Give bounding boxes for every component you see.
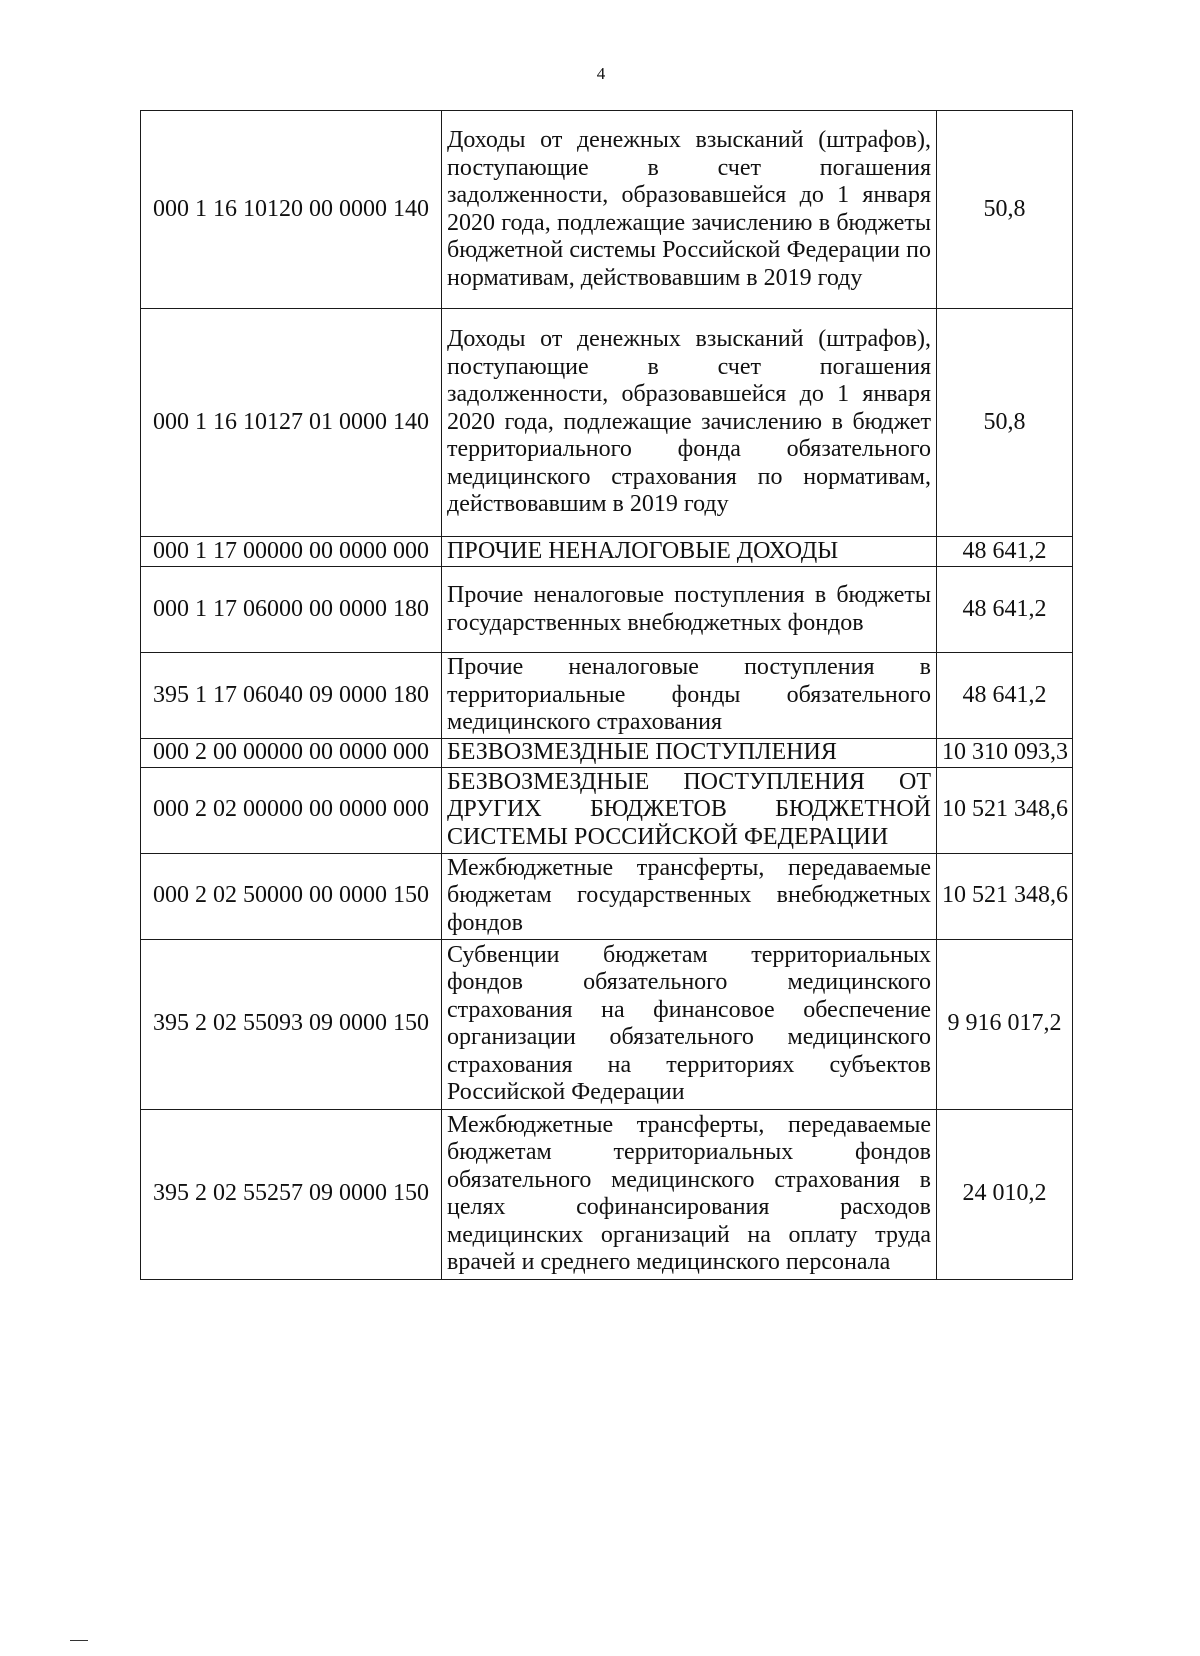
row-amount: 48 641,2 bbox=[937, 567, 1073, 653]
table-row bbox=[141, 111, 1073, 309]
page-number: 4 bbox=[596, 64, 606, 83]
row-amount: 48 641,2 bbox=[937, 537, 1073, 567]
table-row bbox=[141, 739, 1073, 768]
table-row bbox=[141, 567, 1073, 653]
budget-revenue-table bbox=[140, 110, 1073, 1280]
row-amount: 9 916 017,2 bbox=[937, 939, 1073, 1109]
row-code: 000 1 16 10120 00 0000 140 bbox=[141, 111, 442, 309]
scan-mark bbox=[70, 1640, 88, 1641]
row-code: 000 2 02 00000 00 0000 000 bbox=[141, 767, 442, 853]
row-name: Доходы от денежных взысканий (штрафов), поступающие в счет погашения задолженности, образовавшейся до 1 января 2020 года, подлежащие зачислению в бюджет территориального фонда обязательного медицинского страхования по нормативам, действовавшим в 2019 году bbox=[442, 309, 937, 537]
row-code: 000 2 02 50000 00 0000 150 bbox=[141, 853, 442, 939]
table-row bbox=[141, 309, 1073, 537]
row-name: ПРОЧИЕ НЕНАЛОГОВЫЕ ДОХОДЫ bbox=[442, 537, 937, 567]
row-amount: 10 521 348,6 bbox=[937, 767, 1073, 853]
table-row bbox=[141, 537, 1073, 567]
table-row bbox=[141, 853, 1073, 939]
row-amount: 10 310 093,3 bbox=[937, 739, 1073, 768]
row-code: 395 1 17 06040 09 0000 180 bbox=[141, 653, 442, 739]
row-name: Субвенции бюджетам территориальных фондов обязательного медицинского страхования на финансовое обеспечение организации обязательного медицинского страхования на территориях субъектов Российской Федерации bbox=[442, 939, 937, 1109]
row-amount: 50,8 bbox=[937, 111, 1073, 309]
row-code: 000 1 17 00000 00 0000 000 bbox=[141, 537, 442, 567]
row-amount: 10 521 348,6 bbox=[937, 853, 1073, 939]
row-name: Межбюджетные трансферты, передаваемые бюджетам территориальных фондов обязательного медицинского страхования в целях софинансирования расходов медицинских организаций на оплату труда врачей и среднего медицинского персонала bbox=[442, 1109, 937, 1279]
row-name: Доходы от денежных взысканий (штрафов), поступающие в счет погашения задолженности, образовавшейся до 1 января 2020 года, подлежащие зачислению в бюджеты бюджетной системы Российской Федерации по нормативам, действовавшим в 2019 году bbox=[442, 111, 937, 309]
row-code: 000 2 00 00000 00 0000 000 bbox=[141, 739, 442, 768]
row-name: Межбюджетные трансферты, передаваемые бюджетам государственных внебюджетных фондов bbox=[442, 853, 937, 939]
table-row bbox=[141, 1109, 1073, 1279]
row-name: БЕЗВОЗМЕЗДНЫЕ ПОСТУПЛЕНИЯ bbox=[442, 739, 937, 768]
table-row bbox=[141, 653, 1073, 739]
row-amount: 48 641,2 bbox=[937, 653, 1073, 739]
row-code: 395 2 02 55257 09 0000 150 bbox=[141, 1109, 442, 1279]
row-name: БЕЗВОЗМЕЗДНЫЕ ПОСТУПЛЕНИЯ ОТ ДРУГИХ БЮДЖЕТОВ БЮДЖЕТНОЙ СИСТЕМЫ РОССИЙСКОЙ ФЕДЕРАЦИИ bbox=[442, 767, 937, 853]
row-name: Прочие неналоговые поступления в территориальные фонды обязательного медицинского страхования bbox=[442, 653, 937, 739]
row-code: 000 1 17 06000 00 0000 180 bbox=[141, 567, 442, 653]
table-row bbox=[141, 939, 1073, 1109]
table-row bbox=[141, 767, 1073, 853]
row-code: 000 1 16 10127 01 0000 140 bbox=[141, 309, 442, 537]
row-amount: 50,8 bbox=[937, 309, 1073, 537]
row-name: Прочие неналоговые поступления в бюджеты государственных внебюджетных фондов bbox=[442, 567, 937, 653]
row-amount: 24 010,2 bbox=[937, 1109, 1073, 1279]
row-code: 395 2 02 55093 09 0000 150 bbox=[141, 939, 442, 1109]
